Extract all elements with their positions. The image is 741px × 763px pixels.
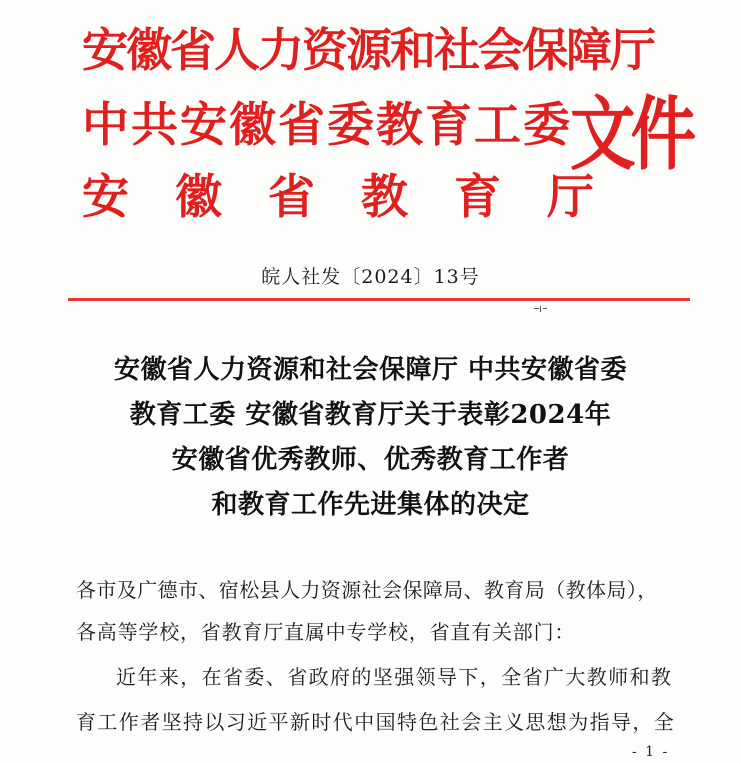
title-line: 教育工委 安徽省教育厅关于表彰2024年 <box>129 400 612 430</box>
issuer-name-education-committee: 中共安徽省委教育工委 <box>82 98 572 153</box>
issuer-name-education-department: 安徽省教育厅 <box>82 170 640 225</box>
title-line: 和教育工作先进集体的决定 <box>211 490 530 520</box>
red-separator-line <box>68 298 690 301</box>
body-paragraph-line: 近年来，在省委、省政府的坚强领导下，全省广大教师和教 <box>116 665 673 689</box>
document-type-label: 文件 <box>570 88 692 181</box>
title-line: 安徽省优秀教师、优秀教育工作者 <box>171 445 570 475</box>
addressee-line: 各市及广德市、宿松县人力资源社会保障局、教育局（教体局）， <box>76 578 658 602</box>
scan-mark <box>534 306 548 312</box>
page-number: - 1 - <box>632 744 670 760</box>
title-line: 安徽省人力资源和社会保障厅 中共安徽省委 <box>113 355 628 385</box>
body-paragraph-line: 育工作者坚持以习近平新时代中国特色社会主义思想为指导，全 <box>76 710 676 734</box>
document-title <box>0 348 741 528</box>
red-header-masthead <box>82 10 692 235</box>
addressee-line: 各高等学校，省教育厅直属中专学校，省直有关部门： <box>76 620 576 644</box>
issuer-name-hrss: 安徽省人力资源和社会保障厅 <box>82 23 654 77</box>
document-number: 皖人社发〔2024〕13号 <box>261 266 480 288</box>
